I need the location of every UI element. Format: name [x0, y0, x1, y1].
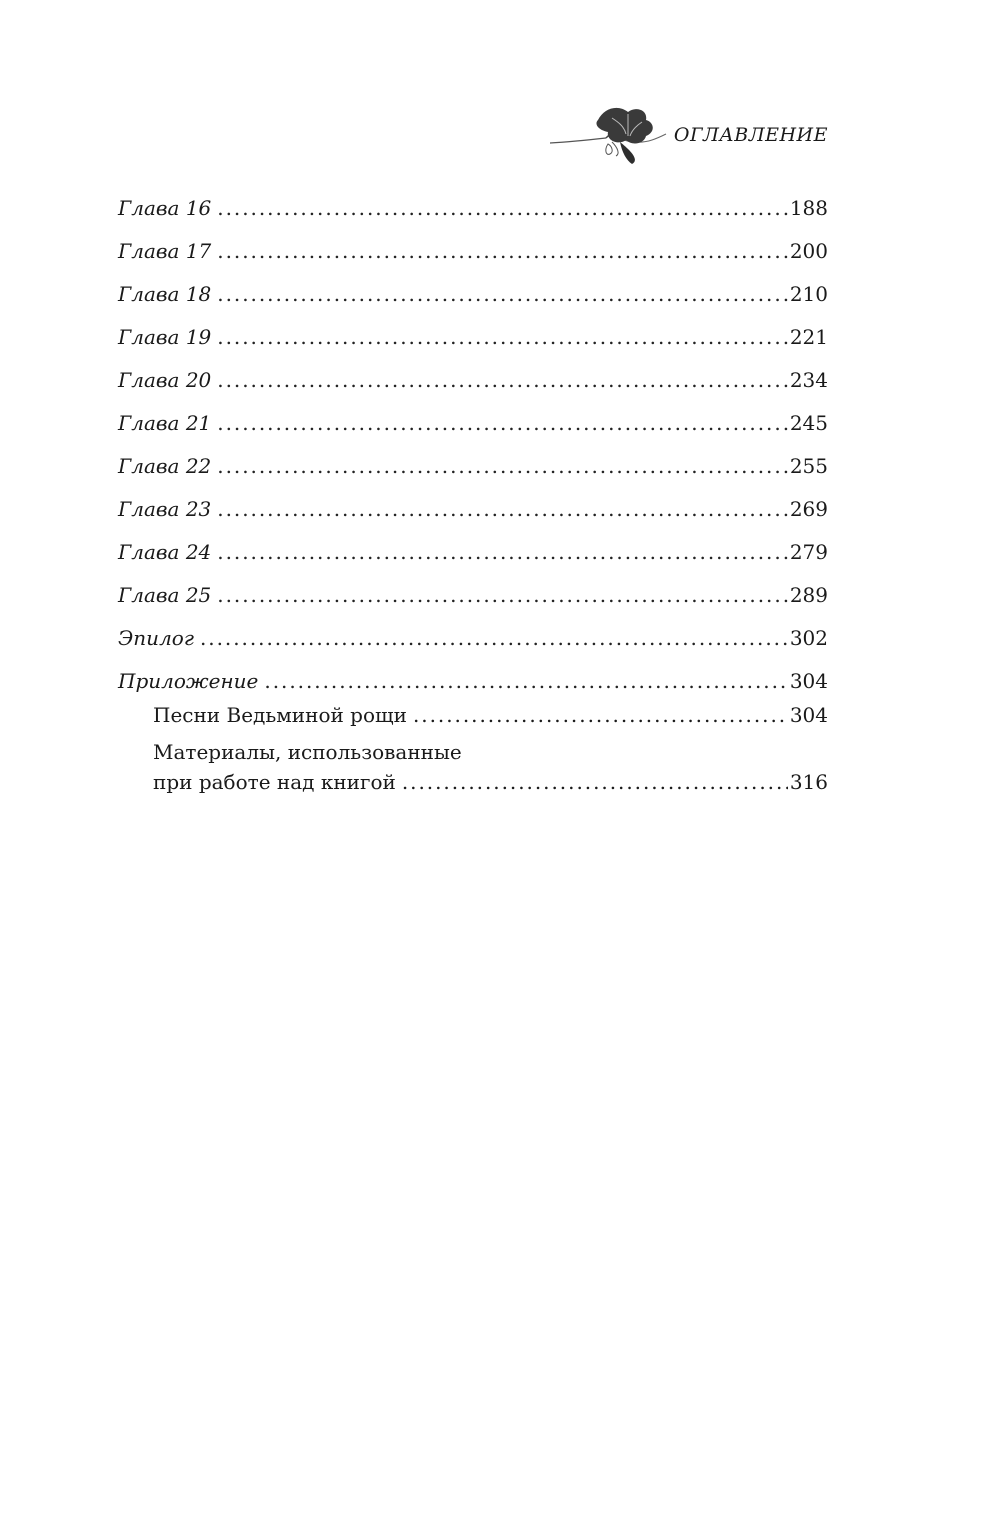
- toc-entry-label: Глава 25: [118, 583, 212, 607]
- dot-leader: [217, 239, 788, 263]
- running-header: [548, 98, 828, 168]
- toc-entry-label: Эпилог: [118, 626, 194, 650]
- dot-leader: [264, 669, 787, 693]
- toc-entry-page: 245: [789, 411, 828, 435]
- toc-sub-entry[interactable]: [153, 740, 828, 803]
- dot-leader: [217, 411, 788, 435]
- toc-sub-entry-label: Песни Ведьминой рощи: [153, 703, 407, 727]
- toc-entry-label: Глава 17: [118, 239, 212, 263]
- dot-leader: [402, 770, 788, 794]
- dot-leader: [413, 703, 788, 727]
- running-header-title: ОГЛАВЛЕНИЕ: [673, 124, 828, 146]
- toc-sub-entry[interactable]: [153, 703, 828, 736]
- toc-entry-page: 221: [789, 325, 828, 349]
- toc-entry-page: 188: [789, 196, 828, 220]
- toc-entry[interactable]: [118, 196, 828, 239]
- dot-leader: [217, 454, 788, 478]
- toc-entry-page: 255: [789, 454, 828, 478]
- dot-leader: [217, 196, 788, 220]
- toc-entry[interactable]: [118, 497, 828, 540]
- toc-entry[interactable]: [118, 669, 828, 703]
- toc-entry-page: 200: [789, 239, 828, 263]
- dot-leader: [217, 325, 788, 349]
- toc-sub-entry-label-line1: Материалы, использованные: [153, 740, 462, 764]
- toc-entry-page: 279: [789, 540, 828, 564]
- toc-entry-page: 210: [789, 282, 828, 306]
- toc-entry-page: 269: [789, 497, 828, 521]
- toc-entry-label: Глава 20: [118, 368, 212, 392]
- toc-entry[interactable]: [118, 540, 828, 583]
- toc-sub-entry-page: 316: [789, 770, 828, 794]
- toc-entry[interactable]: [118, 239, 828, 282]
- toc-entry[interactable]: [118, 282, 828, 325]
- toc-entry-label: Глава 22: [118, 454, 212, 478]
- toc-entry[interactable]: [118, 411, 828, 454]
- dot-leader: [217, 368, 788, 392]
- toc-entry-label: Глава 24: [118, 540, 212, 564]
- toc-entry[interactable]: [118, 626, 828, 669]
- toc-entry-page: 289: [789, 583, 828, 607]
- toc-entry-label: Глава 21: [118, 411, 212, 435]
- dot-leader: [217, 540, 788, 564]
- table-of-contents: [118, 196, 828, 803]
- toc-entry[interactable]: [118, 368, 828, 411]
- toc-entry-label: Глава 23: [118, 497, 212, 521]
- toc-entry-label: Приложение: [118, 669, 259, 693]
- toc-entry-label: Глава 19: [118, 325, 212, 349]
- toc-sub-entries: [153, 703, 828, 803]
- ivy-leaf-ornament-icon: [548, 98, 673, 168]
- dot-leader: [217, 282, 788, 306]
- toc-sub-entry-page: 304: [789, 703, 828, 727]
- toc-sub-entry-label-line2: при работе над книгой: [153, 770, 396, 794]
- toc-entry-page: 304: [789, 669, 828, 693]
- toc-entry-label: Глава 16: [118, 196, 212, 220]
- dot-leader: [200, 626, 788, 650]
- toc-entry[interactable]: [118, 325, 828, 368]
- toc-entry[interactable]: [118, 583, 828, 626]
- dot-leader: [217, 583, 788, 607]
- toc-entry-page: 234: [789, 368, 828, 392]
- toc-entry[interactable]: [118, 454, 828, 497]
- toc-entry-label: Глава 18: [118, 282, 212, 306]
- toc-entry-page: 302: [789, 626, 828, 650]
- dot-leader: [217, 497, 788, 521]
